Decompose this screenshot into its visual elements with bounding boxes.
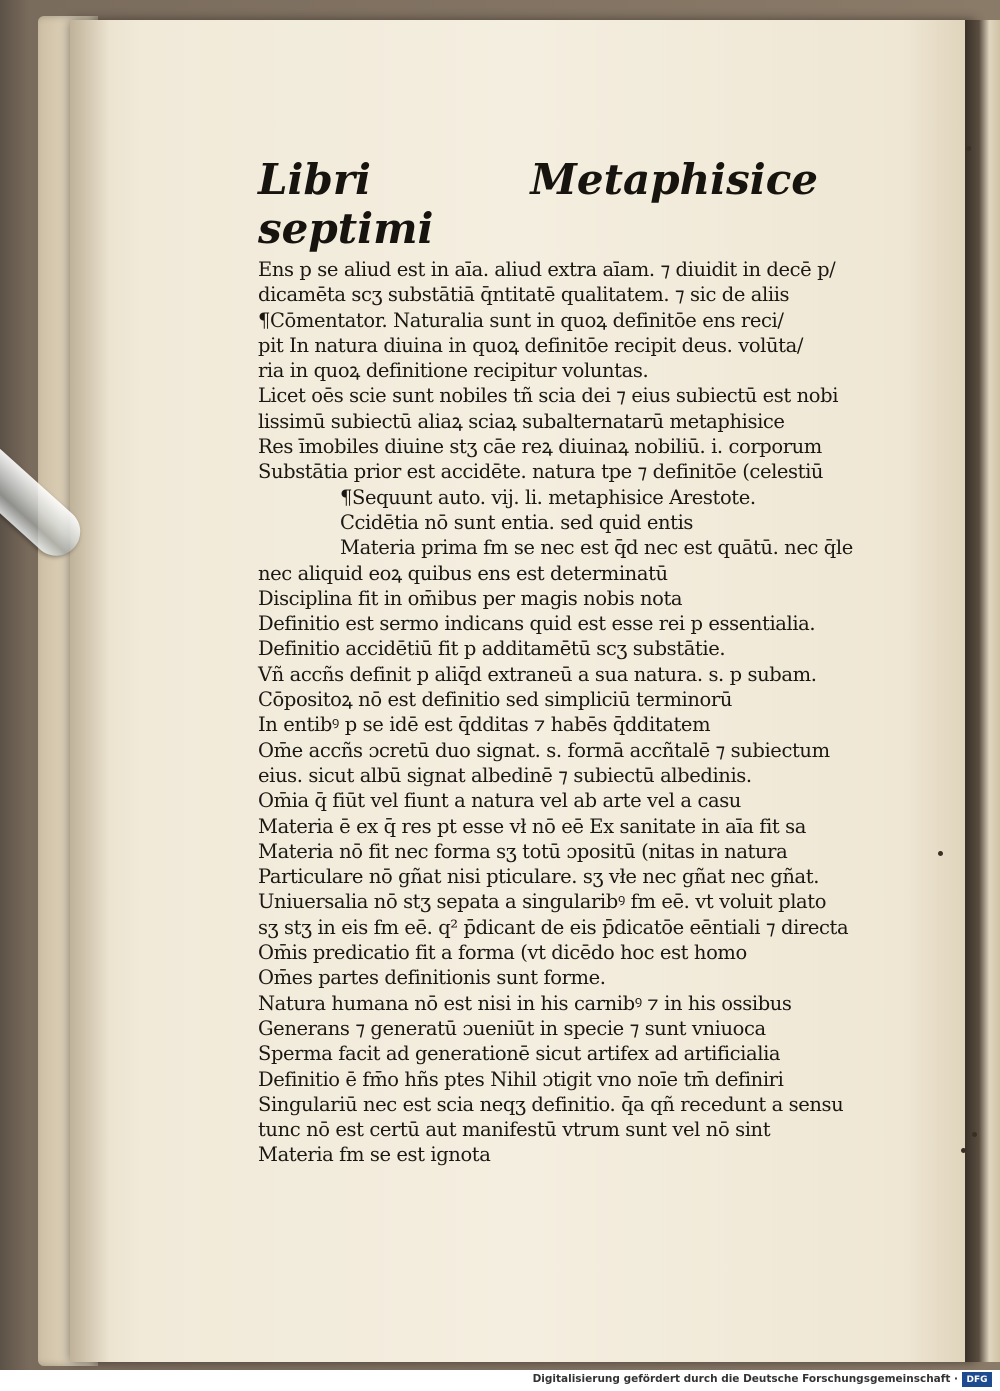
printed-text-block bbox=[258, 155, 858, 1168]
text-line: Ens p se aliud est in aīa. aliud extra aīam. ⁊ diuidit in decē p/ bbox=[258, 258, 836, 281]
wormhole-mark bbox=[961, 1148, 966, 1153]
text-line: Sperma facit ad generationē sicut artifex ad artificialia bbox=[258, 1042, 781, 1066]
text-line: In entibꝰ p se idē est q̄dditas ⁊ habēs q̄dditatem bbox=[258, 713, 711, 737]
heading-right: Metaphisice bbox=[530, 155, 818, 204]
text-line: ria in quoꝝ definitione recipitur voluntas. bbox=[258, 359, 649, 383]
text-line: Disciplina fit in om̄ibus per magis nobis nota bbox=[258, 586, 683, 610]
text-line: Om̄ia q̄ fiūt vel fiunt a natura vel ab arte vel a casu bbox=[258, 789, 741, 813]
text-line: Uniuersalia nō stʒ sepata a singularibꝰ fm eē. vt voluit plato bbox=[258, 890, 827, 914]
facing-page-edge bbox=[965, 20, 1000, 1362]
text-line: Definitio ē fm̄o hñs ptes Nihil ɔtigit vno noīe tm̄ definiri bbox=[258, 1067, 784, 1091]
text-line: Om̄es partes definitionis sunt forme. bbox=[258, 966, 606, 990]
text-line: Vñ accñs definit p aliq̄d extraneū a sua natura. s. p subam. bbox=[258, 662, 817, 686]
text-line: nec aliquid eoꝝ quibus ens est determinatū bbox=[258, 561, 668, 585]
text-line: Definitio est sermo indicans quid est esse rei p essentialia. bbox=[258, 612, 816, 636]
wormhole-mark bbox=[966, 146, 971, 151]
page-gutter-shadow bbox=[70, 20, 110, 1362]
running-heading bbox=[258, 155, 818, 253]
text-line: Generans ⁊ generatū ɔueniūt in specie ⁊ sunt vniuoca bbox=[258, 1016, 766, 1040]
text-line: Materia ē ex q̄ res pt esse vł nō eē Ex sanitate in aīa fit sa bbox=[258, 814, 806, 838]
text-line: Substātia prior est accidēte. natura tpe ⁊ definitōe (celestiū bbox=[258, 460, 824, 484]
text-line: Definitio accidētiū fit p additamētū scʒ substātie. bbox=[258, 637, 726, 661]
text-line: tunc nō est certū aut manifestū vtrum sunt vel nō sint bbox=[258, 1118, 771, 1142]
text-line: Om̄e accñs ɔcretū duo signat. s. formā accñtalē ⁊ subiectum bbox=[258, 738, 830, 762]
wormhole-mark bbox=[972, 1132, 977, 1137]
dfg-logo: DFG bbox=[962, 1372, 992, 1387]
text-line: Natura humana nō est nisi in his carnibꝰ ⁊ in his ossibus bbox=[258, 991, 792, 1015]
text-line: pit In natura diuina in quoꝝ definitōe recipit deus. volūta/ bbox=[258, 333, 804, 357]
text-line: eius. sicut albū signat albedinē ⁊ subiectū albedinis. bbox=[258, 763, 752, 787]
text-line: Licet oēs scie sunt nobiles tñ scia dei ⁊ eius subiectū est nobi bbox=[258, 384, 839, 408]
text-line: Ccidētia nō sunt entia. sed quid entis bbox=[340, 510, 694, 534]
text-line: Singulariū nec est scia neqʒ definitio. q̄a qñ recedunt a sensu bbox=[258, 1092, 844, 1116]
text-line: ¶Sequunt auto. vij. li. metaphisice Arestote. bbox=[340, 485, 756, 509]
text-line: Materia fm se est ignota bbox=[258, 1143, 491, 1167]
footer-bar bbox=[0, 1370, 1000, 1391]
text-line: Particulare nō gñat nisi pticulare. sʒ vłe nec gñat nec gñat. bbox=[258, 865, 819, 889]
text-line: Cōpositoꝝ nō est definitio sed simpliciū terminorū bbox=[258, 688, 732, 712]
text-line: Om̄is predicatio fit a forma (vt dicēdo hoc est homo bbox=[258, 941, 747, 965]
text-line: Materia prima fm se nec est q̄d nec est quātū. nec q̄le bbox=[340, 536, 853, 560]
wormhole-mark bbox=[938, 851, 943, 856]
text-line: lissimū subiectū aliaꝝ sciaꝝ subalternatarū metaphisice bbox=[258, 409, 785, 433]
text-line: Materia nō fit nec forma sʒ totū ɔpositū (nitas in natura bbox=[258, 839, 788, 863]
heading-left: Libri septimi bbox=[258, 155, 434, 253]
text-line: ¶Cōmentator. Naturalia sunt in quoꝝ definitōe ens reci/ bbox=[258, 308, 784, 332]
text-line: dicamēta scʒ substātiā q̄ntitatē qualitatem. ⁊ sic de aliis bbox=[258, 283, 790, 307]
text-line: Res īmobiles diuine stʒ cāe reꝝ diuinaꝝ nobiliū. i. corporum bbox=[258, 435, 822, 459]
funding-credit: Digitalisierung gefördert durch die Deutsche Forschungsgemeinschaft · bbox=[532, 1373, 958, 1385]
text-line: sʒ stʒ in eis fm eē. q² p̄dicant de eis p̄dicatōe eēntiali ⁊ directa bbox=[258, 915, 849, 939]
text-lines bbox=[258, 257, 858, 1168]
